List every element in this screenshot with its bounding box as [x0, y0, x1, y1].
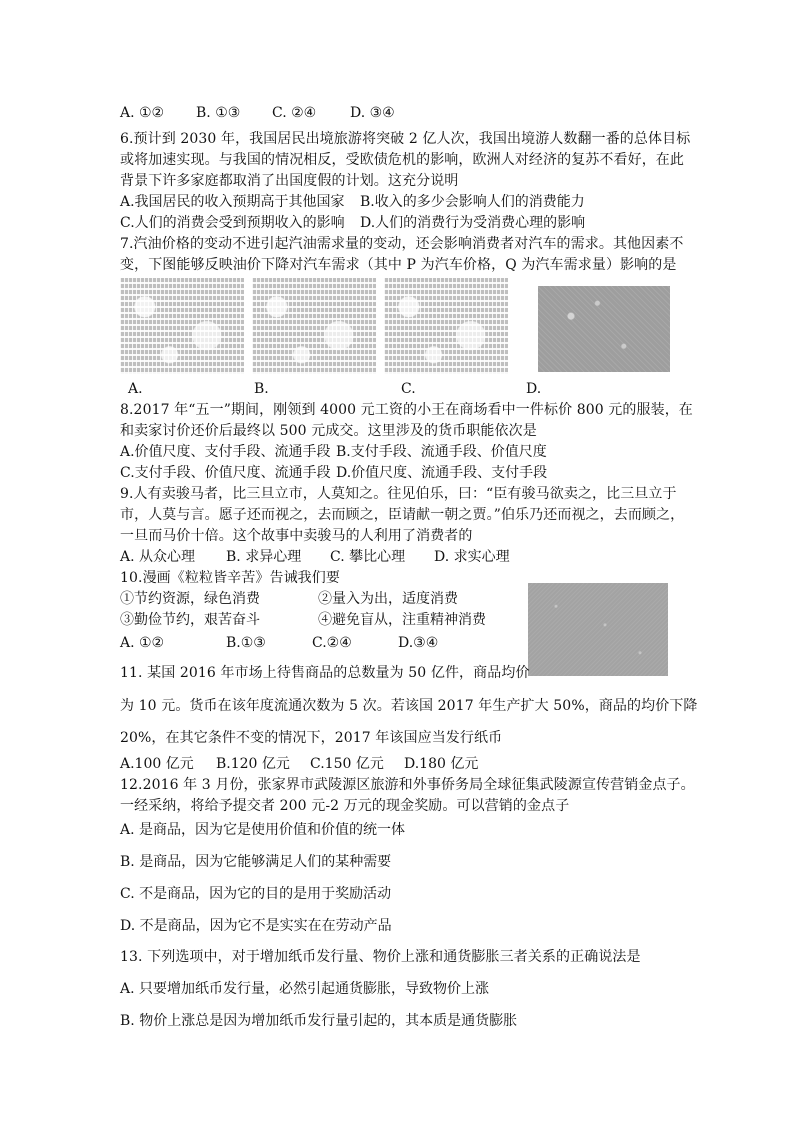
- q8-stem-line-1: 8.2017 年“五一”期间，刚领到 4000 元工资的小王在商场看中一件标价 800 元的服装，在: [120, 402, 693, 418]
- q7-stem-line-2: 变，下图能够反映油价下降对汽车需求（其中 P 为汽车价格，Q 为汽车需求量）影响的是: [120, 257, 677, 273]
- q12-option-b: B. 是商品，因为它能够满足人们的某种需要: [120, 854, 392, 870]
- q8-option-b: B.支付手段、流通手段、价值尺度: [336, 444, 547, 460]
- q6-stem-line-3: 背景下许多家庭都取消了出国度假的计划。这充分说明: [120, 173, 459, 189]
- q5-option-b: B. ①③: [196, 105, 241, 121]
- q8-option-a: A.价值尺度、支付手段、流通手段: [120, 444, 331, 460]
- q6-stem-line-2: 或将加速实现。与我国的情况相反，受欧债危机的影响，欧洲人对经济的复苏不看好，在此: [120, 152, 684, 168]
- q10-item-2: ②量入为出，适度消费: [318, 591, 458, 607]
- q10-item-4: ④避免盲从，注重精神消费: [318, 612, 486, 628]
- q11-stem-line-1: 11. 某国 2016 年市场上待售商品的总数量为 50 亿件，商品均价: [120, 665, 530, 681]
- q10-option-c: C.②④: [312, 635, 352, 651]
- q13-option-b: B. 物价上涨总是因为增加纸币发行量引起的，其本质是通货膨胀: [120, 1013, 518, 1029]
- q11-option-d: D.180 亿元: [404, 756, 479, 772]
- q7-graph-c-image: [384, 278, 508, 374]
- q5-option-d: D. ③④: [350, 105, 395, 121]
- q12-stem-line-2: 一经采纳，将给予提交者 200 元-2 万元的现金奖励。可以营销的金点子: [120, 798, 570, 814]
- q7-graph-d-image: [538, 286, 670, 372]
- q12-option-a: A. 是商品，因为它是使用价值和价值的统一体: [120, 822, 406, 838]
- q9-option-c: C. 攀比心理: [330, 549, 406, 565]
- q9-option-a: A. 从众心理: [120, 549, 196, 565]
- q10-stem-line: 10.漫画《粒粒皆辛苦》告诫我们要: [120, 570, 340, 586]
- q8-option-c: C.支付手段、价值尺度、流通手段: [120, 465, 331, 481]
- q7-graph-b-image: [252, 278, 376, 374]
- q10-option-a: A. ①②: [120, 635, 165, 651]
- q10-item-3: ③勤俭节约，艰苦奋斗: [120, 612, 260, 628]
- q7-graph-d-noise: [538, 286, 670, 372]
- q13-option-a: A. 只要增加纸币发行量，必然引起通货膨胀，导致物价上涨: [120, 981, 490, 997]
- q7-graph-label-a: A.: [128, 381, 143, 397]
- q11-option-b: B.120 亿元: [216, 756, 290, 772]
- q7-graph-b-noise: [252, 278, 376, 374]
- q11-option-c: C.150 亿元: [310, 756, 384, 772]
- q5-option-c: C. ②④: [272, 105, 317, 121]
- q10-item-1: ①节约资源，绿色消费: [120, 591, 260, 607]
- q5-option-a: A. ①②: [120, 105, 165, 121]
- q10-cartoon-image: [528, 583, 668, 676]
- q6-stem-line-1: 6.预计到 2030 年，我国居民出境旅游将突破 2 亿人次，我国出境游人数翻一番的总体目标: [120, 131, 691, 147]
- q12-stem-line-1: 12.2016 年 3 月份，张家界市武陵源区旅游和外事侨务局全球征集武陵源宣传营销金点子。: [120, 777, 695, 793]
- q6-option-c: C.人们的消费会受到预期收入的影响: [120, 215, 345, 231]
- q6-option-b: B.收入的多少会影响人们的消费能力: [360, 194, 585, 210]
- q9-stem-line-3: 一旦而马价十倍。这个故事中卖骏马的人利用了消费者的: [120, 528, 473, 544]
- q12-option-c: C. 不是商品，因为它的目的是用于奖励活动: [120, 886, 392, 902]
- q8-option-d: D.价值尺度、流通手段、支付手段: [336, 465, 548, 481]
- q12-option-d: D. 不是商品，因为它不是实实在在劳动产品: [120, 918, 392, 934]
- q9-stem-line-1: 9.人有卖骏马者，比三旦立市，人莫知之。往见伯乐，曰：“臣有骏马欲卖之，比三旦立于: [120, 486, 677, 502]
- q11-stem-line-3: 20%，在其它条件不变的情况下，2017 年该国应当发行纸币: [120, 730, 503, 746]
- q13-stem-line: 13. 下列选项中，对于增加纸币发行量、物价上涨和通货膨胀三者关系的正确说法是: [120, 949, 641, 965]
- q11-option-a: A.100 亿元: [120, 756, 194, 772]
- q7-graph-a-noise: [120, 278, 244, 374]
- q9-option-b: B. 求异心理: [226, 549, 302, 565]
- q7-graph-label-b: B.: [254, 381, 269, 397]
- q6-option-d: D.人们的消费行为受消费心理的影响: [360, 215, 586, 231]
- q7-stem-line-1: 7.汽油价格的变动不进引起汽油需求量的变动，还会影响消费者对汽车的需求。其他因素不: [120, 236, 684, 252]
- q7-graph-a-image: [120, 278, 244, 374]
- q10-option-d: D.③④: [398, 635, 439, 651]
- q8-stem-line-2: 和卖家讨价还价后最终以 500 元成交。这里涉及的货币职能依次是: [120, 423, 537, 439]
- q11-stem-line-2: 为 10 元。货币在该年度流通次数为 5 次。若该国 2017 年生产扩大 50%，商品的均价下降: [120, 698, 698, 714]
- q7-graph-c-noise: [384, 278, 508, 374]
- q6-option-a: A.我国居民的收入预期高于其他国家: [120, 194, 345, 210]
- q10-option-b: B.①③: [226, 635, 266, 651]
- q7-graph-label-c: C.: [401, 381, 416, 397]
- q9-stem-line-2: 市，人莫与言。愿子还而视之，去而顾之，臣请献一朝之贾。”伯乐乃还而视之，去而顾之，: [120, 507, 685, 523]
- q7-graph-label-d: D.: [526, 381, 542, 397]
- q9-option-d: D. 求实心理: [434, 549, 510, 565]
